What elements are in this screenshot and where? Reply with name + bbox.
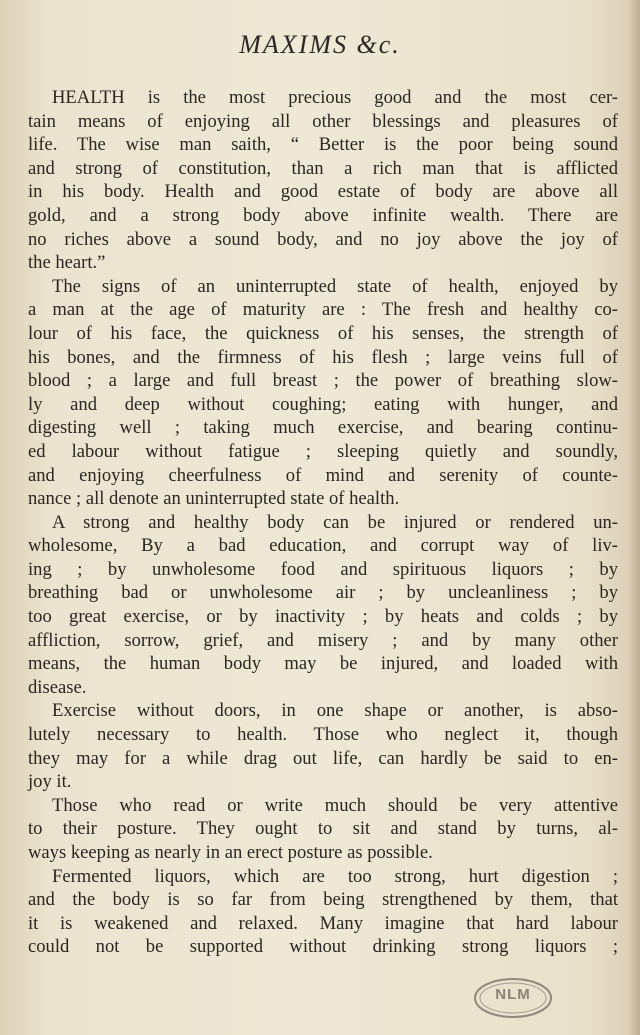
text-line: and enjoying cheerfulness of mind and serenity of counte-: [28, 464, 618, 486]
text-line: means, the human body may be injured, and loaded with: [28, 653, 618, 675]
body-text: [28, 86, 618, 959]
text-line: joy it.: [28, 771, 72, 793]
text-line: A strong and healthy body can be injured or rendered un-: [52, 511, 618, 533]
text-line: HEALTH is the most precious good and the most cer-: [52, 87, 618, 108]
text-line: it is weakened and relaxed. Many imagine that hard labour: [28, 912, 618, 934]
text-line: lutely necessary to health. Those who neglect it, though: [28, 724, 618, 746]
text-line: nance ; all denote an uninterrupted state of health.: [28, 488, 400, 510]
text-line: ed labour without fatigue ; sleeping quietly and soundly,: [28, 440, 618, 462]
text-line: disease.: [28, 676, 87, 698]
text-line: ing ; by unwholesome food and spirituous liquors ; by: [28, 558, 618, 580]
text-line: in his body. Health and good estate of body are above all: [28, 181, 618, 203]
text-line: his bones, and the firmness of his flesh ; large veins full of: [28, 346, 618, 368]
text-line: they may for a while drag out life, can hardly be said to en-: [28, 747, 618, 769]
text-line: Those who read or write much should be very attentive: [52, 794, 618, 816]
text-line: tain means of enjoying all other blessings and pleasures of: [28, 110, 618, 132]
page-edge-shadow: [628, 0, 640, 1035]
text-line: gold, and a strong body above infinite wealth. There are: [28, 204, 618, 226]
library-stamp: [472, 976, 554, 1020]
text-line: digesting well ; taking much exercise, and bearing continu-: [28, 417, 618, 439]
text-line: ways keeping as nearly in an erect posture as possible.: [28, 842, 433, 863]
text-line: breathing bad or unwholesome air ; by uncleanliness ; by: [28, 582, 618, 604]
text-line: ly and deep without coughing; eating with hunger, and: [28, 393, 618, 415]
text-line: and the body is so far from being strengthened by them, that: [28, 889, 618, 911]
text-line: The signs of an uninterrupted state of health, enjoyed by: [52, 275, 618, 297]
text-line: the heart.”: [28, 252, 106, 274]
text-line: affliction, sorrow, grief, and misery ; and by many other: [28, 629, 618, 651]
text-line: blood ; a large and full breast ; the power of breathing slow-: [28, 370, 618, 392]
text-line: could not be supported without drinking strong liquors ;: [28, 936, 618, 958]
text-line: life. The wise man saith, “ Better is the poor being sound: [28, 134, 618, 156]
text-line: a man at the age of maturity are : The fresh and healthy co-: [28, 299, 618, 321]
text-line: wholesome, By a bad education, and corrupt way of liv-: [28, 535, 618, 557]
text-line: and strong of constitution, than a rich man that is afflicted: [28, 157, 618, 179]
text-line: Exercise without doors, in one shape or another, is abso-: [52, 700, 618, 722]
text-line: too great exercise, or by inactivity ; by heats and colds ; by: [28, 606, 618, 628]
text-line: lour of his face, the quickness of his senses, the strength of: [28, 322, 618, 344]
text-line: to their posture. They ought to sit and stand by turns, al-: [28, 818, 618, 840]
text-line: no riches above a sound body, and no joy above the joy of: [28, 228, 618, 250]
text-line: Fermented liquors, which are too strong, hurt digestion ;: [52, 865, 618, 887]
page-title: MAXIMS &c.: [239, 30, 401, 59]
stamp-label: NLM: [495, 986, 531, 1003]
